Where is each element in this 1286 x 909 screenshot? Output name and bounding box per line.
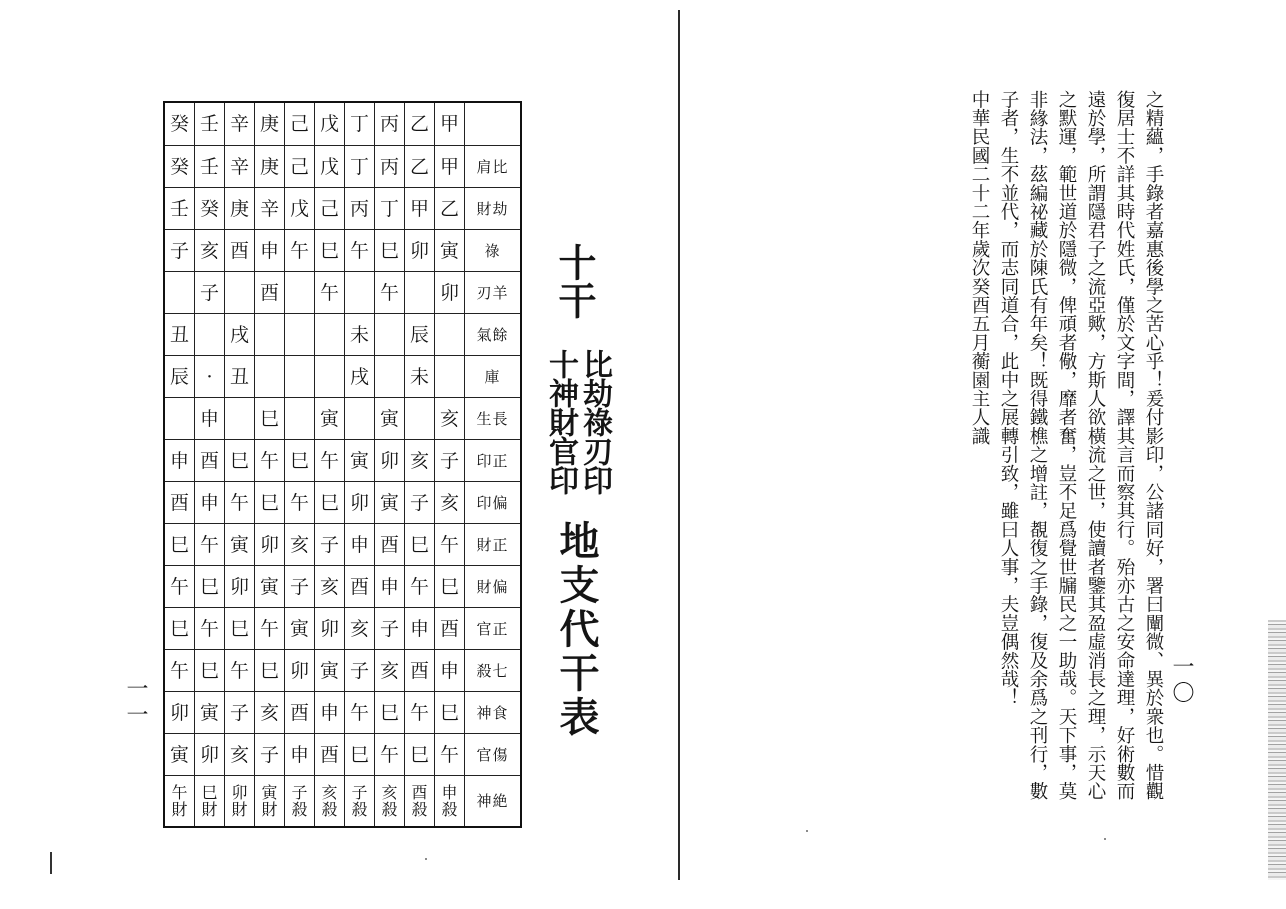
table-cell: 亥 <box>195 230 225 272</box>
table-cell <box>285 272 315 314</box>
row-label: 刃羊 <box>465 272 522 314</box>
table-cell: 丑 <box>225 356 255 398</box>
table-cell: 午 <box>195 524 225 566</box>
table-cell: 寅 <box>285 608 315 650</box>
table-cell: 子 <box>225 692 255 734</box>
table-cell: 子 <box>255 734 285 776</box>
table-cell: 丁 <box>345 146 375 188</box>
cell-god: 財 <box>261 800 278 819</box>
table-cell <box>405 776 435 828</box>
preface-column: 之精蘊，手錄者嘉惠後學之苦心乎！爰付影印，公諸同好，署曰闡微、異於衆也。惜觀 <box>1143 90 1164 801</box>
table-cell: 巳 <box>195 650 225 692</box>
table-cell: 午 <box>225 650 255 692</box>
table-cell: 午 <box>164 566 195 608</box>
table-cell <box>225 398 255 440</box>
table-row <box>164 440 521 482</box>
table-cell: 巳 <box>225 608 255 650</box>
table-row <box>164 482 521 524</box>
table-cell: 巳 <box>225 440 255 482</box>
table-cell: 午 <box>375 272 405 314</box>
table-cell: 癸 <box>195 188 225 230</box>
table-cell: 辛 <box>255 188 285 230</box>
table-cell: 午 <box>255 440 285 482</box>
cell-branch: 亥 <box>321 783 338 802</box>
table-cell: 卯 <box>435 272 465 314</box>
row-label: 生長 <box>465 398 522 440</box>
table-cell: 甲 <box>435 146 465 188</box>
table-row <box>164 524 521 566</box>
header-stem-cell: 乙 <box>405 102 435 146</box>
table-cell: 申 <box>195 482 225 524</box>
table-row <box>164 356 521 398</box>
table-cell: 亥 <box>345 608 375 650</box>
table-cell <box>375 356 405 398</box>
table-row <box>164 566 521 608</box>
table-cell <box>435 356 465 398</box>
table-cell: 午 <box>225 482 255 524</box>
table-cell <box>285 356 315 398</box>
table-cell: 辰 <box>405 314 435 356</box>
title-column-1: 比劫祿刃印 <box>577 349 612 494</box>
cell-branch: 酉 <box>411 783 428 802</box>
table-cell: 午 <box>405 566 435 608</box>
title-ten-stems: 十干 <box>552 243 597 319</box>
cell-branch: 寅 <box>261 783 278 802</box>
table-cell: 午 <box>285 482 315 524</box>
table-cell: 巳 <box>405 734 435 776</box>
table-cell <box>225 776 255 828</box>
table-cell <box>315 776 345 828</box>
cell-god: 殺 <box>321 800 338 819</box>
scan-speck <box>425 858 427 860</box>
table-row <box>164 734 521 776</box>
table-cell: 午 <box>435 524 465 566</box>
table-cell: 申 <box>315 692 345 734</box>
table-cell: 丁 <box>375 188 405 230</box>
preface-column: 復居士不詳其時代姓氏，僅於文字間，譯其言而察其行。殆亦古之安命達理，好術數而 <box>1114 90 1135 801</box>
table-cell: 亥 <box>405 440 435 482</box>
table-cell: 子 <box>345 650 375 692</box>
preface-column: 遠於學，所謂隱君子之流亞歟，方斯人欲橫流之世，使讀者鑒其盈虛消長之理，示天心 <box>1085 90 1106 801</box>
header-stem-cell: 壬 <box>195 102 225 146</box>
row-label: 印偏 <box>465 482 522 524</box>
table-cell: 午 <box>345 692 375 734</box>
cell-branch: 亥 <box>381 783 398 802</box>
row-label: 財劫 <box>465 188 522 230</box>
table-cell: 卯 <box>255 524 285 566</box>
table-cell <box>255 314 285 356</box>
table-cell: 巳 <box>195 566 225 608</box>
row-label: 祿 <box>465 230 522 272</box>
table-cell: 申 <box>195 398 225 440</box>
table-cell: 巳 <box>375 230 405 272</box>
row-label: 肩比 <box>465 146 522 188</box>
header-corner-cell <box>465 102 522 146</box>
table-cell: 申 <box>285 734 315 776</box>
table-cell: 卯 <box>195 734 225 776</box>
table-cell: 卯 <box>405 230 435 272</box>
preface-column: 子者，生不並代，而志同道合，此中之展轉引致，雖曰人事，夫豈偶然哉！ <box>998 90 1019 708</box>
table-row <box>164 188 521 230</box>
table-cell: 巳 <box>375 692 405 734</box>
preface-text <box>958 90 1168 870</box>
table-cell: 申 <box>435 650 465 692</box>
cell-branch: 子 <box>351 783 368 802</box>
table-cell: 亥 <box>225 734 255 776</box>
table-cell: 寅 <box>375 482 405 524</box>
table-cell: 巳 <box>164 608 195 650</box>
cell-god: 殺 <box>411 800 428 819</box>
table-cell: 午 <box>315 272 345 314</box>
table-cell <box>315 314 345 356</box>
page-gutter-line <box>678 10 680 880</box>
table-cell <box>225 272 255 314</box>
row-label: 官正 <box>465 608 522 650</box>
table-cell <box>255 776 285 828</box>
table-row <box>164 692 521 734</box>
table-cell: 寅 <box>255 566 285 608</box>
cell-god: 殺 <box>441 800 458 819</box>
table-cell: 午 <box>435 734 465 776</box>
table-cell: 子 <box>405 482 435 524</box>
table-cell <box>285 314 315 356</box>
table-cell: 子 <box>435 440 465 482</box>
table-cell: 辰 <box>164 356 195 398</box>
table-cell: 寅 <box>345 440 375 482</box>
table-cell <box>315 356 345 398</box>
table-cell: 戌 <box>345 356 375 398</box>
table-cell: 戊 <box>285 188 315 230</box>
table-cell <box>405 398 435 440</box>
header-stem-cell: 甲 <box>435 102 465 146</box>
table-cell: 戌 <box>225 314 255 356</box>
table-cell: 乙 <box>405 146 435 188</box>
row-label: 財正 <box>465 524 522 566</box>
table-cell: 巳 <box>345 734 375 776</box>
table-cell: 酉 <box>285 692 315 734</box>
row-label: 庫 <box>465 356 522 398</box>
preface-signature: 中華民國二十二年歲次癸酉五月蘅園主人識 <box>969 90 990 446</box>
table-cell: 巳 <box>164 524 195 566</box>
title-column-2: 十神財官印 <box>543 349 578 494</box>
table-cell <box>345 272 375 314</box>
table-cell: 丑 <box>164 314 195 356</box>
table-cell: 巳 <box>315 230 345 272</box>
row-label: 殺七 <box>465 650 522 692</box>
table-cell: 亥 <box>285 524 315 566</box>
table-cell: 子 <box>195 272 225 314</box>
table-cell: 己 <box>315 188 345 230</box>
table-cell: 巳 <box>435 566 465 608</box>
table-cell: 巳 <box>285 440 315 482</box>
table-cell: 壬 <box>195 146 225 188</box>
table-row <box>164 776 521 828</box>
table-cell <box>435 314 465 356</box>
scan-speck <box>806 830 808 832</box>
table-row <box>164 314 521 356</box>
table-cell: 申 <box>164 440 195 482</box>
table-cell: 巳 <box>255 482 285 524</box>
table-cell: 未 <box>345 314 375 356</box>
table-cell: 申 <box>405 608 435 650</box>
header-stem-cell: 辛 <box>225 102 255 146</box>
table-cell: 巳 <box>405 524 435 566</box>
row-label: 財偏 <box>465 566 522 608</box>
table-cell: 酉 <box>225 230 255 272</box>
table-header-row <box>164 102 521 146</box>
table-cell: 酉 <box>345 566 375 608</box>
table-cell <box>164 272 195 314</box>
page-number-right: 一〇 <box>1169 655 1194 707</box>
table-cell: 巳 <box>315 482 345 524</box>
table-cell: 卯 <box>315 608 345 650</box>
table-cell: 寅 <box>375 398 405 440</box>
row-label: 神絶 <box>465 776 522 828</box>
table-cell: 亥 <box>375 650 405 692</box>
table-cell: 巳 <box>255 398 285 440</box>
table-cell <box>375 314 405 356</box>
table-cell: 癸 <box>164 146 195 188</box>
table-cell: 酉 <box>435 608 465 650</box>
table-cell <box>164 776 195 828</box>
table-cell: 丙 <box>345 188 375 230</box>
header-stem-cell: 戊 <box>315 102 345 146</box>
table-cell: 乙 <box>435 188 465 230</box>
table-cell: 戊 <box>315 146 345 188</box>
table-cell: 庚 <box>225 188 255 230</box>
table-cell <box>435 776 465 828</box>
scan-edge-noise <box>1268 620 1286 880</box>
cell-god: 殺 <box>381 800 398 819</box>
table-row <box>164 272 521 314</box>
cell-god: 財 <box>231 800 248 819</box>
table-cell: 卯 <box>164 692 195 734</box>
table-cell: 甲 <box>405 188 435 230</box>
table-cell: 寅 <box>315 398 345 440</box>
header-stem-cell: 庚 <box>255 102 285 146</box>
table-cell: 亥 <box>435 398 465 440</box>
table-cell: 寅 <box>435 230 465 272</box>
table-cell: 卯 <box>345 482 375 524</box>
preface-column: 之默運，範世道於隱微，俾頑者儆，靡者奮，豈不足爲覺世牖民之一助哉。天下事，莫 <box>1056 90 1077 801</box>
table-cell: 寅 <box>164 734 195 776</box>
table-cell: 午 <box>164 650 195 692</box>
table-cell: 卯 <box>285 650 315 692</box>
header-stem-cell: 丁 <box>345 102 375 146</box>
table-cell: 午 <box>345 230 375 272</box>
header-stem-cell: 己 <box>285 102 315 146</box>
table-cell: · <box>195 356 225 398</box>
table-cell <box>195 314 225 356</box>
table-cell: 酉 <box>164 482 195 524</box>
table-cell: 丙 <box>375 146 405 188</box>
cell-god: 殺 <box>351 800 368 819</box>
row-label: 官傷 <box>465 734 522 776</box>
table-row <box>164 650 521 692</box>
table-cell: 子 <box>375 608 405 650</box>
table-cell: 午 <box>285 230 315 272</box>
table-cell: 申 <box>345 524 375 566</box>
page-number-left: 一一 <box>123 677 148 729</box>
table-cell: 亥 <box>435 482 465 524</box>
table-cell: 酉 <box>405 650 435 692</box>
table-cell: 寅 <box>195 692 225 734</box>
cell-branch: 巳 <box>201 783 218 802</box>
table-cell <box>285 776 315 828</box>
preface-column: 非緣法，茲編祕藏於陳氏有年矣！既得鐵樵之增註，覩復之手錄，復及余爲之刊行，數 <box>1027 90 1048 801</box>
table-cell: 卯 <box>375 440 405 482</box>
cell-god: 殺 <box>291 800 308 819</box>
table-cell: 辛 <box>225 146 255 188</box>
table-cell: 申 <box>255 230 285 272</box>
table-cell <box>345 398 375 440</box>
header-stem-cell: 丙 <box>375 102 405 146</box>
row-label: 氣餘 <box>465 314 522 356</box>
page-edge-mark <box>50 852 52 874</box>
table-cell: 未 <box>405 356 435 398</box>
table-cell: 亥 <box>255 692 285 734</box>
table-cell: 巳 <box>435 692 465 734</box>
table-cell <box>405 272 435 314</box>
table-cell: 酉 <box>315 734 345 776</box>
table-cell: 壬 <box>164 188 195 230</box>
table-cell: 己 <box>285 146 315 188</box>
row-label: 神食 <box>465 692 522 734</box>
table-cell: 子 <box>285 566 315 608</box>
table-cell: 午 <box>255 608 285 650</box>
table-cell: 寅 <box>315 650 345 692</box>
cell-branch: 午 <box>171 783 188 802</box>
table-cell: 申 <box>375 566 405 608</box>
table-cell: 酉 <box>375 524 405 566</box>
table-cell: 午 <box>375 734 405 776</box>
cell-god: 財 <box>171 800 188 819</box>
header-stem-cell: 癸 <box>164 102 195 146</box>
table-row <box>164 398 521 440</box>
table-cell: 午 <box>195 608 225 650</box>
cell-branch: 卯 <box>231 783 248 802</box>
row-label: 印正 <box>465 440 522 482</box>
table-cell: 子 <box>164 230 195 272</box>
table-cell <box>375 776 405 828</box>
table-cell: 寅 <box>225 524 255 566</box>
table-row <box>164 146 521 188</box>
table-cell <box>164 398 195 440</box>
cell-god: 財 <box>201 800 218 819</box>
table-cell: 庚 <box>255 146 285 188</box>
table-cell: 酉 <box>255 272 285 314</box>
cell-branch: 子 <box>291 783 308 802</box>
table-cell: 巳 <box>255 650 285 692</box>
table-cell: 亥 <box>315 566 345 608</box>
table-row <box>164 230 521 272</box>
title-branch-substitute-table: 地支代干表 <box>553 520 600 740</box>
table-cell <box>285 398 315 440</box>
table-cell <box>345 776 375 828</box>
table-row <box>164 608 521 650</box>
table-cell: 午 <box>405 692 435 734</box>
table-cell: 午 <box>315 440 345 482</box>
table-cell: 子 <box>315 524 345 566</box>
table-cell <box>255 356 285 398</box>
cell-branch: 申 <box>441 783 458 802</box>
table-cell: 酉 <box>195 440 225 482</box>
table-cell <box>195 776 225 828</box>
stems-gods-table <box>163 101 522 828</box>
table-cell: 卯 <box>225 566 255 608</box>
